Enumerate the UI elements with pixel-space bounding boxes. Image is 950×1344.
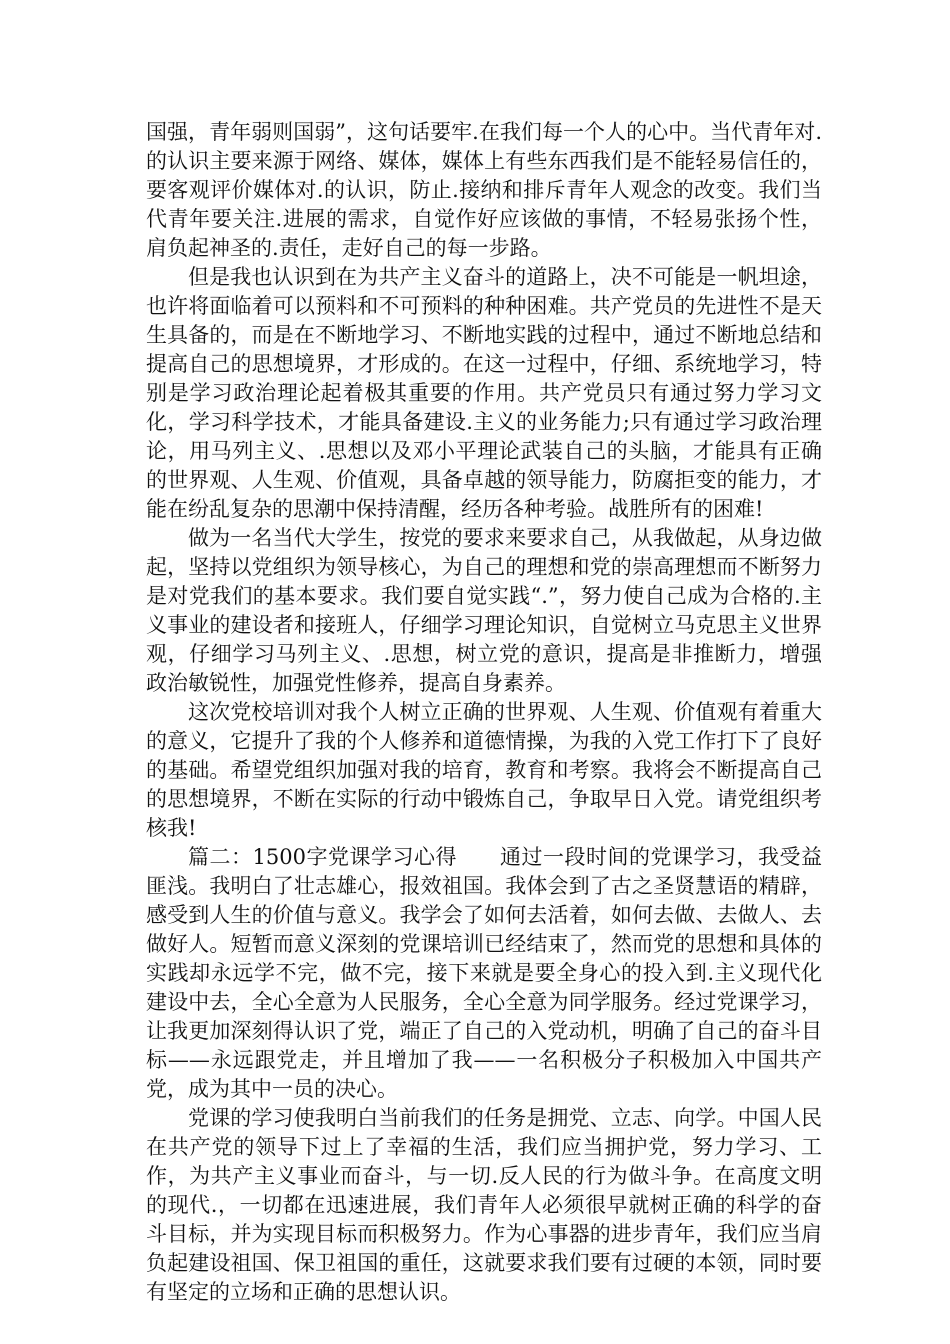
paragraph-1: 国强，青年弱则国弱”，这句话要牢.在我们每一个人的心中。当代青年对.的认识主要来源于网络、媒体，媒体上有些东西我们是不能轻易信任的，要客观评价媒体对.的认识，防止.接纳和排斥青年人观念的改变。我们当代青年要关注.进展的需求，自觉作好应该做的事情，不轻易张扬个性，肩负起神圣的.责任，走好自己的每一步路。 — [146, 120, 822, 260]
paragraph-5-section-two: 篇二：1500字党课学习心得 通过一段时间的党课学习，我受益匪浅。我明白了壮志雄心，报效祖国。我体会到了古之圣贤慧语的精辟，感受到人生的价值与意义。我学会了如何去活着，如何去做、去做人、去做好人。短暂而意义深刻的党课培训已经结束了，然而党的思想和具体的实践却永远学不完，做不完，接下来就是要全身心的投入到.主义现代化建设中去，全心全意为人民服务，全心全意为同学服务。经过党课学习，让我更加深刻得认识了党，端正了自己的入党动机，明确了自己的奋斗目标——永远跟党走，并且增加了我——一名积极分子积极加入中国共产党，成为其中一员的决心。 — [146, 845, 822, 1101]
paragraph-4: 这次党校培训对我个人树立正确的世界观、人生观、价值观有着重大的意义，它提升了我的个人修养和道德情操，为我的入党工作打下了良好的基础。希望党组织加强对我的培育，教育和考察。我将会不断提高自己的思想境界，不断在实际的行动中锻炼自己，争取早日入党。请党组织考核我! — [146, 700, 822, 840]
paragraph-3: 做为一名当代大学生，按党的要求来要求自己，从我做起，从身边做起，坚持以党组织为领导核心，为自己的理想和党的崇高理想而不断努力是对党我们的基本要求。我们要自觉实践“.”，努力使自己成为合格的.主义事业的建设者和接班人，仔细学习理论知识，自觉树立马克思主义世界观，仔细学习马列主义、.思想，树立党的意识，提高是非推断力，增强政治敏锐性，加强党性修养，提高自身素养。 — [146, 526, 822, 695]
paragraph-2: 但是我也认识到在为共产主义奋斗的道路上，决不可能是一帆坦途，也许将面临着可以预料和不可预料的种种困难。共产党员的先进性不是天生具备的，而是在不断地学习、不断地实践的过程中，通过不断地总结和提高自己的思想境界，才形成的。在这一过程中，仔细、系统地学习，特别是学习政治理论起着极其重要的作用。共产党员只有通过努力学习文化，学习科学技术，才能具备建设.主义的业务能力;只有通过学习政治理论，用马列主义、.思想以及邓小平理论武装自己的头脑，才能具有正确的世界观、人生观、价值观，具备卓越的领导能力，防腐拒变的能力，才能在纷乱复杂的思潮中保持清醒，经历各种考验。战胜所有的困难! — [146, 265, 822, 521]
paragraph-6: 党课的学习使我明白当前我们的任务是拥党、立志、向学。中国人民在共产党的领导下过上了幸福的生活，我们应当拥护党，努力学习、工作，为共产主义事业而奋斗，与一切.反人民的行为做斗争。在高度文明的现代.，一切都在迅速进展，我们青年人必须很早就树正确的科学的奋斗目标，并为实现目标而积极努力。作为心事器的进步青年，我们应当肩负起建设祖国、保卫祖国的重任，这就要求我们要有过硬的本领，同时要有坚定的立场和正确的思想认识。 — [146, 1106, 822, 1304]
document-page — [146, 118, 822, 1307]
